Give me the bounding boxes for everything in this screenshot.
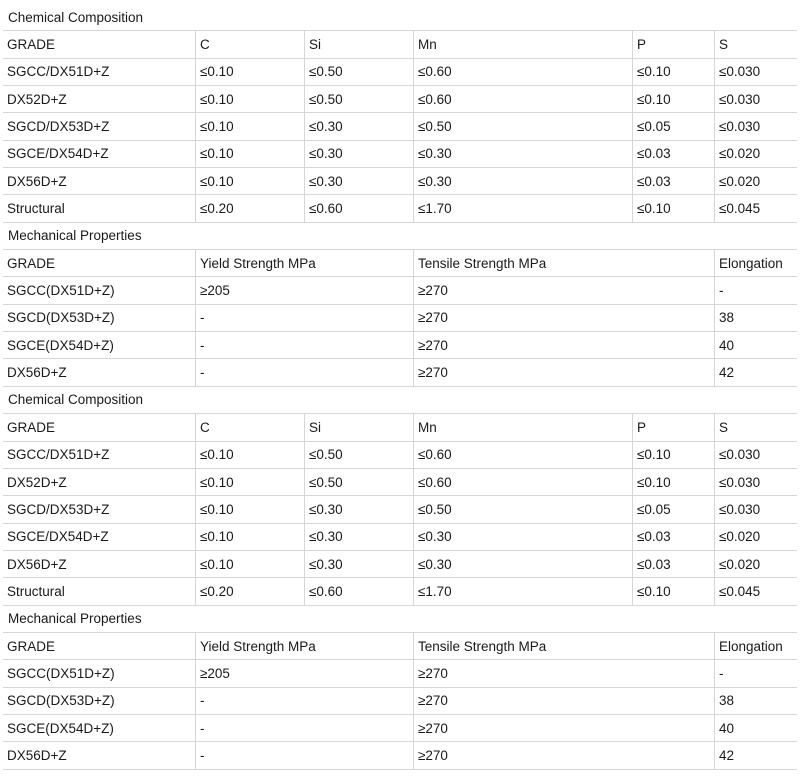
value-cell: ≤0.10 — [196, 113, 305, 139]
value-cell: ≤0.30 — [305, 524, 414, 550]
column-header: GRADE — [3, 414, 196, 440]
value-cell: 42 — [719, 747, 735, 763]
section-title-chemical-composition: Chemical Composition — [3, 4, 797, 31]
column-header: P — [633, 31, 715, 57]
table-row — [3, 113, 797, 140]
value-cell: ≤0.50 — [414, 496, 633, 522]
value-cell: ≤0.50 — [305, 469, 414, 495]
value-cell: - — [719, 283, 724, 299]
table-row — [3, 141, 797, 168]
value-cell: ≤0.030 — [719, 64, 761, 80]
value-cell: - — [196, 359, 414, 385]
table-header-row — [3, 633, 797, 660]
table-row — [3, 359, 797, 386]
column-header: GRADE — [3, 633, 196, 659]
value-cell: ≤0.10 — [633, 195, 715, 221]
value-cell: ≤0.030 — [719, 447, 761, 463]
value-cell: ≥205 — [196, 277, 414, 303]
table-row — [3, 551, 797, 578]
value-cell: ≤0.50 — [414, 113, 633, 139]
grade-cell: SGCD/DX53D+Z — [3, 496, 196, 522]
value-cell: ≥270 — [414, 715, 715, 741]
value-cell: ≤0.020 — [719, 173, 761, 189]
grade-cell: SGCC(DX51D+Z) — [3, 277, 196, 303]
grade-cell: DX56D+Z — [3, 359, 196, 385]
column-header: Tensile Strength MPa — [414, 633, 715, 659]
column-header: Si — [305, 414, 414, 440]
table-header-row — [3, 31, 797, 58]
value-cell: ≤0.03 — [633, 141, 715, 167]
column-header: Si — [305, 31, 414, 57]
table-row — [3, 496, 797, 523]
value-cell: ≤0.30 — [305, 496, 414, 522]
value-cell: ≤0.10 — [196, 469, 305, 495]
table-row — [3, 195, 797, 222]
value-cell: ≤0.60 — [414, 86, 633, 112]
value-cell: ≤0.10 — [196, 496, 305, 522]
grade-cell: SGCD(DX53D+Z) — [3, 305, 196, 331]
value-cell: ≤0.10 — [633, 86, 715, 112]
value-cell: ≤0.50 — [305, 442, 414, 468]
table-row — [3, 660, 797, 687]
value-cell: ≤0.03 — [633, 168, 715, 194]
value-cell: ≤0.30 — [305, 113, 414, 139]
value-cell: ≤0.10 — [196, 524, 305, 550]
column-header: GRADE — [3, 31, 196, 57]
grade-cell: SGCE(DX54D+Z) — [3, 715, 196, 741]
value-cell: ≤0.10 — [196, 551, 305, 577]
value-cell: ≤0.30 — [414, 551, 633, 577]
value-cell: - — [196, 305, 414, 331]
value-cell: ≤0.30 — [305, 551, 414, 577]
value-cell: ≤0.020 — [719, 146, 761, 162]
value-cell: ≤0.10 — [633, 469, 715, 495]
grade-cell: SGCD(DX53D+Z) — [3, 688, 196, 714]
column-header: S — [719, 37, 729, 53]
value-cell: ≤0.020 — [719, 529, 761, 545]
value-cell: ≤0.030 — [719, 91, 761, 107]
table-row — [3, 168, 797, 195]
value-cell: ≤1.70 — [414, 195, 633, 221]
value-cell: ≤0.30 — [305, 168, 414, 194]
value-cell: 42 — [719, 365, 735, 381]
column-header: P — [633, 414, 715, 440]
value-cell: ≤0.10 — [633, 578, 715, 604]
grade-cell: SGCC/DX51D+Z — [3, 442, 196, 468]
grade-cell: DX56D+Z — [3, 551, 196, 577]
value-cell: ≤0.030 — [719, 119, 761, 135]
value-cell: ≤0.020 — [719, 556, 761, 572]
table-row — [3, 442, 797, 469]
value-cell: ≤0.03 — [633, 551, 715, 577]
value-cell: ≤0.20 — [196, 578, 305, 604]
value-cell: - — [719, 665, 724, 681]
table-row — [3, 86, 797, 113]
table-row — [3, 59, 797, 86]
value-cell: ≤0.10 — [633, 59, 715, 85]
value-cell: ≥270 — [414, 332, 715, 358]
table-row — [3, 305, 797, 332]
table-header-row — [3, 414, 797, 441]
value-cell: - — [196, 715, 414, 741]
value-cell: ≥270 — [414, 305, 715, 331]
value-cell: ≤0.60 — [414, 59, 633, 85]
value-cell: ≤0.030 — [719, 501, 761, 517]
grade-cell: DX52D+Z — [3, 469, 196, 495]
grade-cell: SGCC/DX51D+Z — [3, 59, 196, 85]
value-cell: ≤0.05 — [633, 496, 715, 522]
table-row — [3, 715, 797, 742]
table-row — [3, 332, 797, 359]
section-title-mechanical-properties: Mechanical Properties — [3, 606, 797, 633]
column-header: Mn — [414, 31, 633, 57]
value-cell: ≤0.030 — [719, 474, 761, 490]
table-row — [3, 578, 797, 605]
column-header: Yield Strength MPa — [196, 250, 414, 276]
column-header: Yield Strength MPa — [196, 633, 414, 659]
value-cell: ≤0.60 — [414, 469, 633, 495]
value-cell: ≥270 — [414, 277, 715, 303]
grade-cell: SGCC(DX51D+Z) — [3, 660, 196, 686]
table-row — [3, 524, 797, 551]
grade-cell: SGCE/DX54D+Z — [3, 141, 196, 167]
value-cell: - — [196, 742, 414, 768]
column-header: Elongation — [719, 638, 783, 654]
value-cell: ≤0.50 — [305, 86, 414, 112]
value-cell: ≥205 — [196, 660, 414, 686]
grade-cell: SGCE/DX54D+Z — [3, 524, 196, 550]
value-cell: ≤0.045 — [719, 583, 761, 599]
value-cell: ≤0.045 — [719, 201, 761, 217]
grade-cell: DX52D+Z — [3, 86, 196, 112]
value-cell: ≤0.30 — [414, 524, 633, 550]
value-cell: ≤0.20 — [196, 195, 305, 221]
value-cell: ≤1.70 — [414, 578, 633, 604]
grade-cell: SGCD/DX53D+Z — [3, 113, 196, 139]
column-header: S — [719, 419, 729, 435]
value-cell: ≥270 — [414, 660, 715, 686]
value-cell: ≤0.10 — [196, 59, 305, 85]
value-cell: ≤0.10 — [196, 86, 305, 112]
value-cell: ≤0.10 — [196, 168, 305, 194]
value-cell: ≥270 — [414, 359, 715, 385]
value-cell: ≤0.10 — [196, 141, 305, 167]
column-header: GRADE — [3, 250, 196, 276]
spec-sheet — [3, 4, 797, 770]
value-cell: ≥270 — [414, 688, 715, 714]
table-row — [3, 469, 797, 496]
value-cell: ≤0.60 — [305, 578, 414, 604]
grade-cell: DX56D+Z — [3, 168, 196, 194]
grade-cell: Structural — [3, 195, 196, 221]
grade-cell: Structural — [3, 578, 196, 604]
value-cell: ≤0.60 — [414, 442, 633, 468]
value-cell: - — [196, 688, 414, 714]
table-row — [3, 688, 797, 715]
table-header-row — [3, 250, 797, 277]
column-header: C — [196, 31, 305, 57]
value-cell: 38 — [719, 310, 735, 326]
table-row — [3, 742, 797, 769]
value-cell: - — [196, 332, 414, 358]
value-cell: ≤0.50 — [305, 59, 414, 85]
column-header: Elongation — [719, 255, 783, 271]
section-title-chemical-composition: Chemical Composition — [3, 387, 797, 414]
value-cell: ≤0.03 — [633, 524, 715, 550]
value-cell: ≤0.30 — [414, 168, 633, 194]
value-cell: ≤0.30 — [414, 141, 633, 167]
value-cell: ≥270 — [414, 742, 715, 768]
column-header: C — [196, 414, 305, 440]
value-cell: 40 — [719, 337, 735, 353]
grade-cell: SGCE(DX54D+Z) — [3, 332, 196, 358]
value-cell: ≤0.10 — [196, 442, 305, 468]
value-cell: ≤0.05 — [633, 113, 715, 139]
section-title-mechanical-properties: Mechanical Properties — [3, 223, 797, 250]
grade-cell: DX56D+Z — [3, 742, 196, 768]
table-row — [3, 277, 797, 304]
value-cell: 38 — [719, 693, 735, 709]
value-cell: ≤0.10 — [633, 442, 715, 468]
value-cell: ≤0.60 — [305, 195, 414, 221]
column-header: Mn — [414, 414, 633, 440]
value-cell: ≤0.30 — [305, 141, 414, 167]
column-header: Tensile Strength MPa — [414, 250, 715, 276]
value-cell: 40 — [719, 720, 735, 736]
